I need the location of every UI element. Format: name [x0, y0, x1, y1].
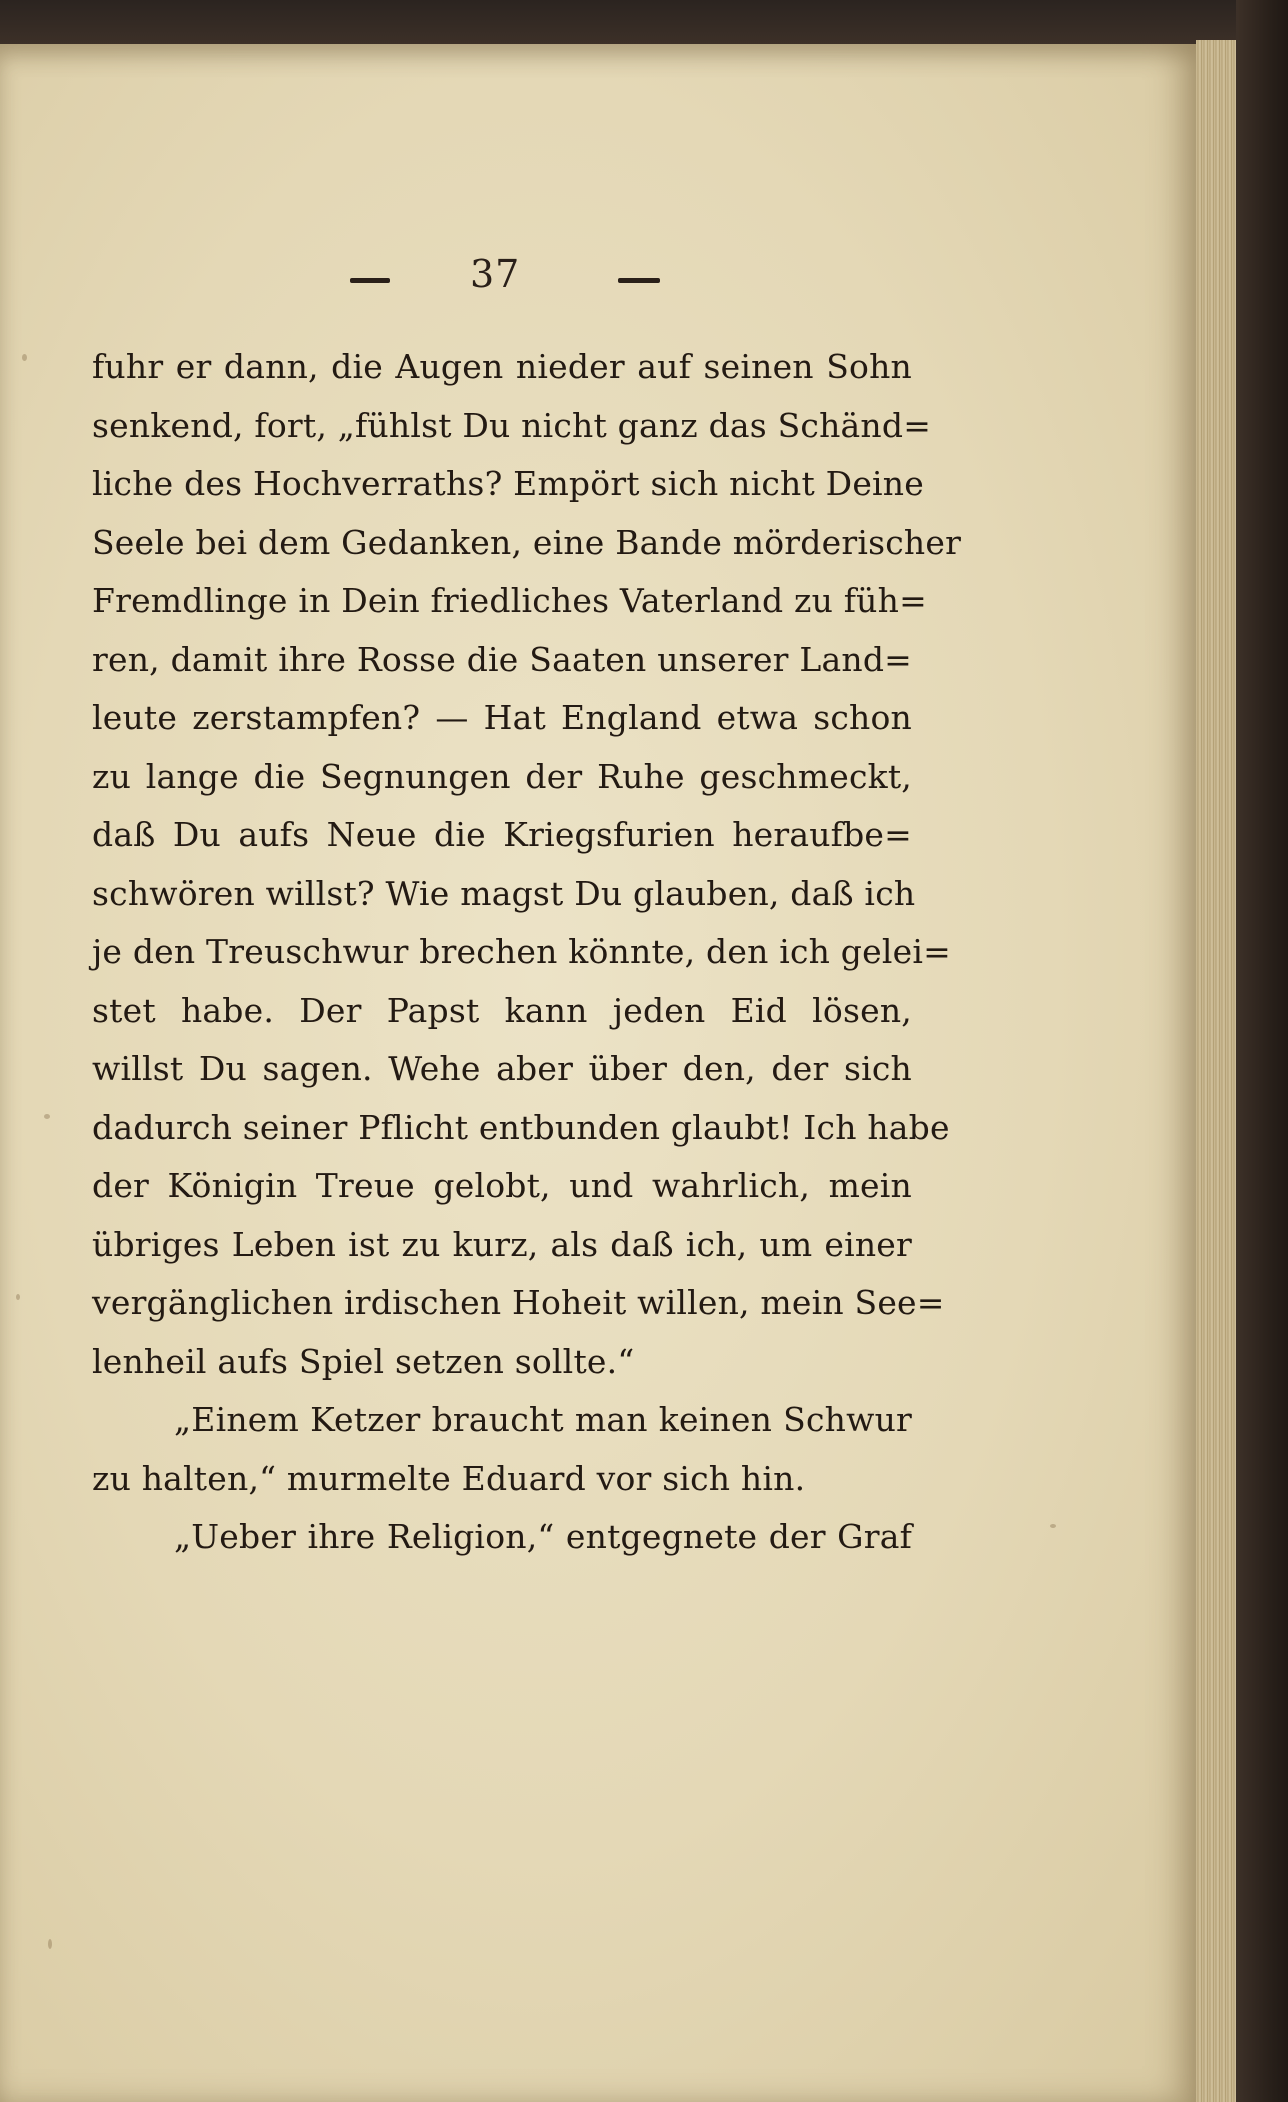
text-line: je den Treuschwur brechen könnte, den ich gelei= — [92, 932, 951, 971]
text-line: lenheil aufs Spiel setzen sollte.“ — [92, 1341, 635, 1381]
text-line: Seele bei dem Gedanken, eine Bande mörderischer — [92, 522, 962, 562]
text-line: willst Du sagen. Wehe aber über den, der sich — [92, 1049, 912, 1088]
text-line: liche des Hochverraths? Empört sich nicht Deine — [92, 464, 924, 503]
page-header — [0, 252, 1196, 302]
paper-spot — [16, 1294, 20, 1300]
text-line: zu lange die Segnungen der Ruhe geschmeckt, — [92, 756, 912, 796]
header-dash-left — [350, 278, 390, 283]
paper-spot — [48, 1939, 52, 1949]
text-line: daß Du aufs Neue die Kriegsfurien heraufbe= — [92, 815, 912, 854]
book-cover-right — [1236, 0, 1288, 2102]
text-line: vergänglichen irdischen Hoheit willen, mein See= — [92, 1283, 945, 1322]
text-line: Fremdlinge in Dein friedliches Vaterland zu füh= — [92, 581, 927, 620]
text-line: zu halten,“ murmelte Eduard vor sich hin. — [92, 1458, 806, 1498]
paper-spot — [44, 1114, 50, 1119]
text-line-paragraph-start: „Einem Ketzer braucht man keinen Schwur — [174, 1400, 912, 1439]
page-edges — [1196, 40, 1236, 2102]
text-line: senkend, fort, „fühlst Du nicht ganz das Schänd= — [92, 405, 932, 445]
text-line: fuhr er dann, die Augen nieder auf seinen Sohn — [92, 347, 912, 386]
text-line: leute zerstampfen? — Hat England etwa schon — [92, 698, 912, 737]
page-number: 37 — [470, 252, 521, 296]
text-line-paragraph-start: „Ueber ihre Religion,“ entgegnete der Graf — [174, 1517, 912, 1556]
body-text — [92, 338, 962, 1567]
paper-spot — [1050, 1524, 1056, 1528]
paper-spot — [22, 354, 27, 361]
text-line: stet habe. Der Papst kann jeden Eid lösen, — [92, 990, 912, 1030]
text-line: ren, damit ihre Rosse die Saaten unserer Land= — [92, 639, 912, 679]
text-line: dadurch seiner Pflicht entbunden glaubt! Ich habe — [92, 1107, 950, 1147]
text-line: der Königin Treue gelobt, und wahrlich, mein — [92, 1166, 912, 1205]
header-dash-right — [618, 278, 660, 283]
text-line: schwören willst? Wie magst Du glauben, daß ich — [92, 873, 916, 913]
text-line: übriges Leben ist zu kurz, als daß ich, um einer — [92, 1224, 912, 1264]
